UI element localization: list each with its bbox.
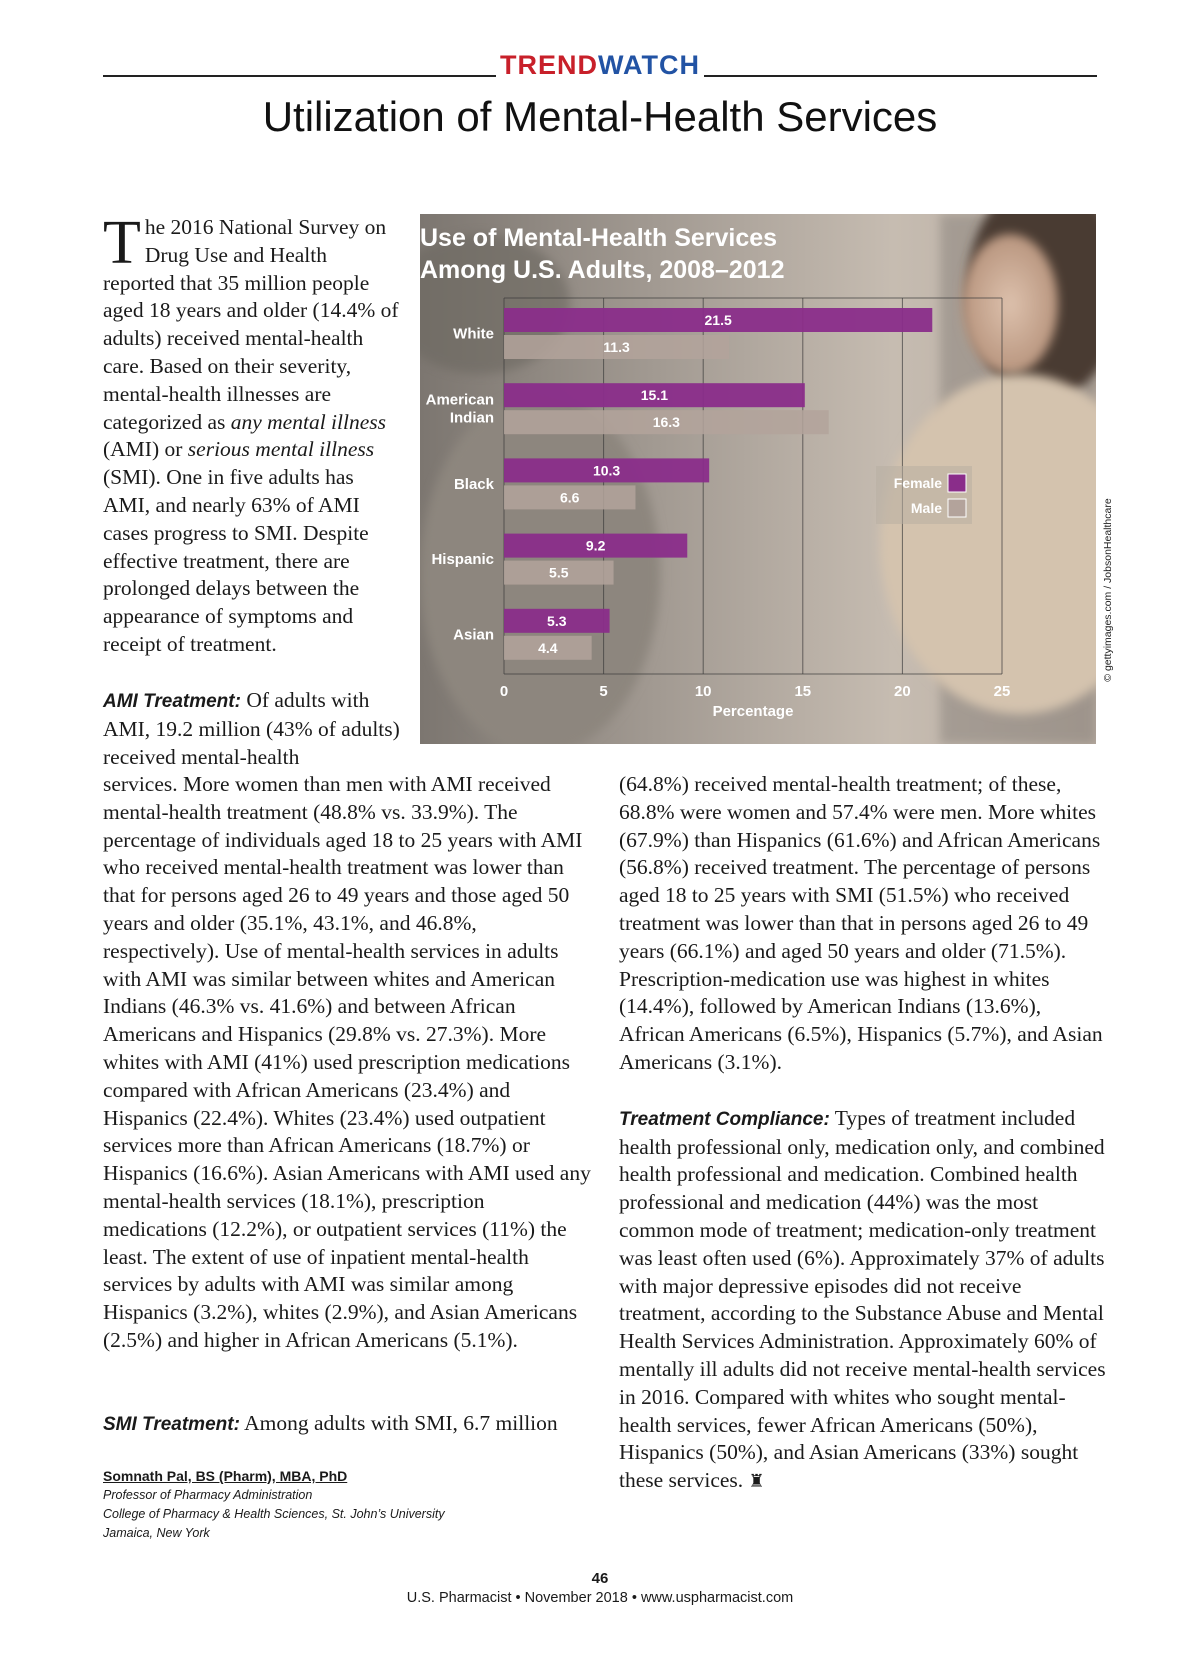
ami-paragraph-continued: services. More women than men with AMI received mental-health treatment (48.8% vs. 33.9%). The percentage of individuals aged 18 to 25 years with AMI who received mental-health treatment was lower than that for persons aged 26 to 49 years and those aged 50 years and older (35.1%, 43.1%, and 46.8%, respectively). Use of mental-health services in adults with AMI was similar between whites and American Indians (46.3% vs. 41.6%) and between African Americans and Hispanics (29.8% vs. 27.3%). More whites with AMI (41%) used prescription medications compared with African Americans (23.4%) and Hispanics (22.4%). Whites (23.4%) used outpatient services more than African Americans (18.7%) or Hispanics (16.6%). Asian Americans with AMI used any mental-health services (18.1%), prescription medications (12.2%), or outpatient services (11%) the least. The extent of use of inpatient mental-health services by adults with AMI was similar among Hispanics (3.2%), whites (2.9%), and Asian Americans (2.5%) and higher in African Americans (5.1%). bbox=[103, 772, 591, 1352]
photo-credit bbox=[1100, 440, 1116, 740]
x-tick-label: 20 bbox=[894, 683, 911, 700]
intro-paragraph bbox=[103, 209, 403, 659]
bar-chart bbox=[420, 214, 1096, 744]
author-college: College of Pharmacy & Health Sciences, St. John’s University bbox=[103, 1507, 445, 1521]
right-column bbox=[619, 771, 1109, 1496]
bar-value-label: 9.2 bbox=[585, 537, 606, 554]
smi-paragraph-continued: (64.8%) received mental-health treatment; of these, 68.8% were women and 57.4% were men. More whites (67.9%) than Hispanics (61.6%) and African Americans (56.8%) received treatment. The percentage of persons aged 18 to 25 years with SMI (51.5%) who received treatment was lower than that in persons aged 26 to 49 years (66.1%) and aged 50 years and older (71.5%). Prescription-medication use was highest in whites (14.4%), followed by American Indians (13.6%), African Americans (6.5%), Hispanics (5.7%), and Asian Americans (3.1%). bbox=[619, 772, 1103, 1074]
author-location: Jamaica, New York bbox=[103, 1526, 210, 1540]
chart-title-line1: Use of Mental-Health Services bbox=[420, 224, 778, 252]
category-label: White bbox=[453, 325, 494, 343]
author-block bbox=[103, 1466, 583, 1543]
x-axis-label: Percentage bbox=[712, 703, 794, 720]
category-label: Black bbox=[453, 475, 494, 493]
bar-value-label: 10.3 bbox=[592, 462, 621, 479]
author-title: Professor of Pharmacy Administration bbox=[103, 1488, 313, 1502]
bar-value-label: 11.3 bbox=[603, 339, 630, 355]
category-label: American bbox=[425, 391, 494, 409]
intro-em-ami: any mental illness bbox=[230, 409, 386, 434]
x-tick-label: 5 bbox=[599, 683, 608, 700]
smi-text-left: Among adults with SMI, 6.7 million bbox=[239, 1411, 558, 1435]
smi-paragraph-start bbox=[103, 1410, 593, 1439]
smi-lead: SMI Treatment: bbox=[103, 1414, 240, 1435]
x-tick-label: 15 bbox=[794, 683, 812, 700]
compliance-lead: Treatment Compliance: bbox=[619, 1108, 830, 1130]
ami-paragraph-start bbox=[103, 687, 403, 771]
drop-cap: T bbox=[103, 209, 141, 277]
intro-text-3: (SMI). One in five adults has AMI, and nearly 63% of AMI cases progress to SMI. Despite effective treatment, there are prolonged delays between the appearance of symptoms and receipt of treatment. bbox=[103, 465, 369, 656]
bar-value-label: 4.4 bbox=[538, 639, 558, 656]
end-mark-icon: ♜ bbox=[748, 1471, 765, 1492]
author-name: Somnath Pal, BS (Pharm), MBA, PhD bbox=[103, 1468, 348, 1484]
section-banner bbox=[0, 50, 1200, 80]
x-tick-label: 0 bbox=[499, 683, 509, 700]
photo-credit-text: © gettyimages.com / JobsonHealthcare bbox=[1102, 498, 1114, 682]
legend-swatch-female bbox=[948, 474, 966, 492]
intro-text-2: (AMI) or bbox=[103, 437, 188, 462]
bar-value-label: 15.1 bbox=[640, 387, 669, 404]
footer-masthead: U.S. Pharmacist • November 2018 • www.uspharmacist.com bbox=[406, 1590, 794, 1606]
compliance-paragraph bbox=[619, 1105, 1109, 1496]
intro-em-smi: serious mental illness bbox=[187, 437, 375, 462]
bar-value-label: 5.5 bbox=[549, 564, 569, 581]
category-label: Hispanic bbox=[431, 551, 494, 569]
x-tick-label: 25 bbox=[993, 683, 1011, 700]
intro-text-1: he 2016 National Survey on Drug Use and Health reported that 35 million people aged 18 years and older (14.4% of adults) received mental-health care. Based on their severity, mental-health illnesses are categorized as bbox=[103, 215, 399, 434]
chart-title-line2: Among U.S. Adults, 2008–2012 bbox=[420, 256, 785, 284]
chart-figure bbox=[420, 214, 1096, 744]
page-number: 46 bbox=[591, 1570, 609, 1587]
banner-trend: TREND bbox=[500, 50, 598, 80]
bar-value-label: 6.6 bbox=[560, 489, 580, 506]
banner-watch: WATCH bbox=[598, 50, 700, 80]
ami-text-top: Of adults with AMI, 19.2 million (43% of adults) received mental-health bbox=[103, 688, 400, 769]
legend-label: Male bbox=[910, 500, 942, 516]
legend-swatch-male bbox=[948, 499, 966, 517]
compliance-text: Types of treatment included health professional only, medication only, and combined health professional and medication. Combined health professional and medication (44%) was the most common mode of treatment; medication-only treatment was least often used (6%). Approximately 37% of adults with major depressive episodes did not receive treatment, according to the Substance Abuse and Mental Health Services Administration. Approximately 60% of mentally ill adults did not receive mental-health services in 2016. Compared with whites who sought mental-health services, fewer African Americans (50%), Hispanics (50%), and Asian Americans (33%) sought these services. bbox=[619, 1105, 1106, 1493]
bar-value-label: 5.3 bbox=[547, 612, 567, 629]
ami-lead: AMI Treatment: bbox=[103, 691, 241, 712]
bar-value-label: 21.5 bbox=[704, 312, 732, 328]
bar-value-label: 16.3 bbox=[652, 414, 680, 431]
x-tick-label: 10 bbox=[694, 683, 712, 700]
category-label: Indian bbox=[449, 409, 494, 427]
page-title: Utilization of Mental-Health Services bbox=[262, 93, 938, 140]
legend-label: Female bbox=[893, 475, 942, 491]
category-label: Asian bbox=[453, 626, 494, 644]
